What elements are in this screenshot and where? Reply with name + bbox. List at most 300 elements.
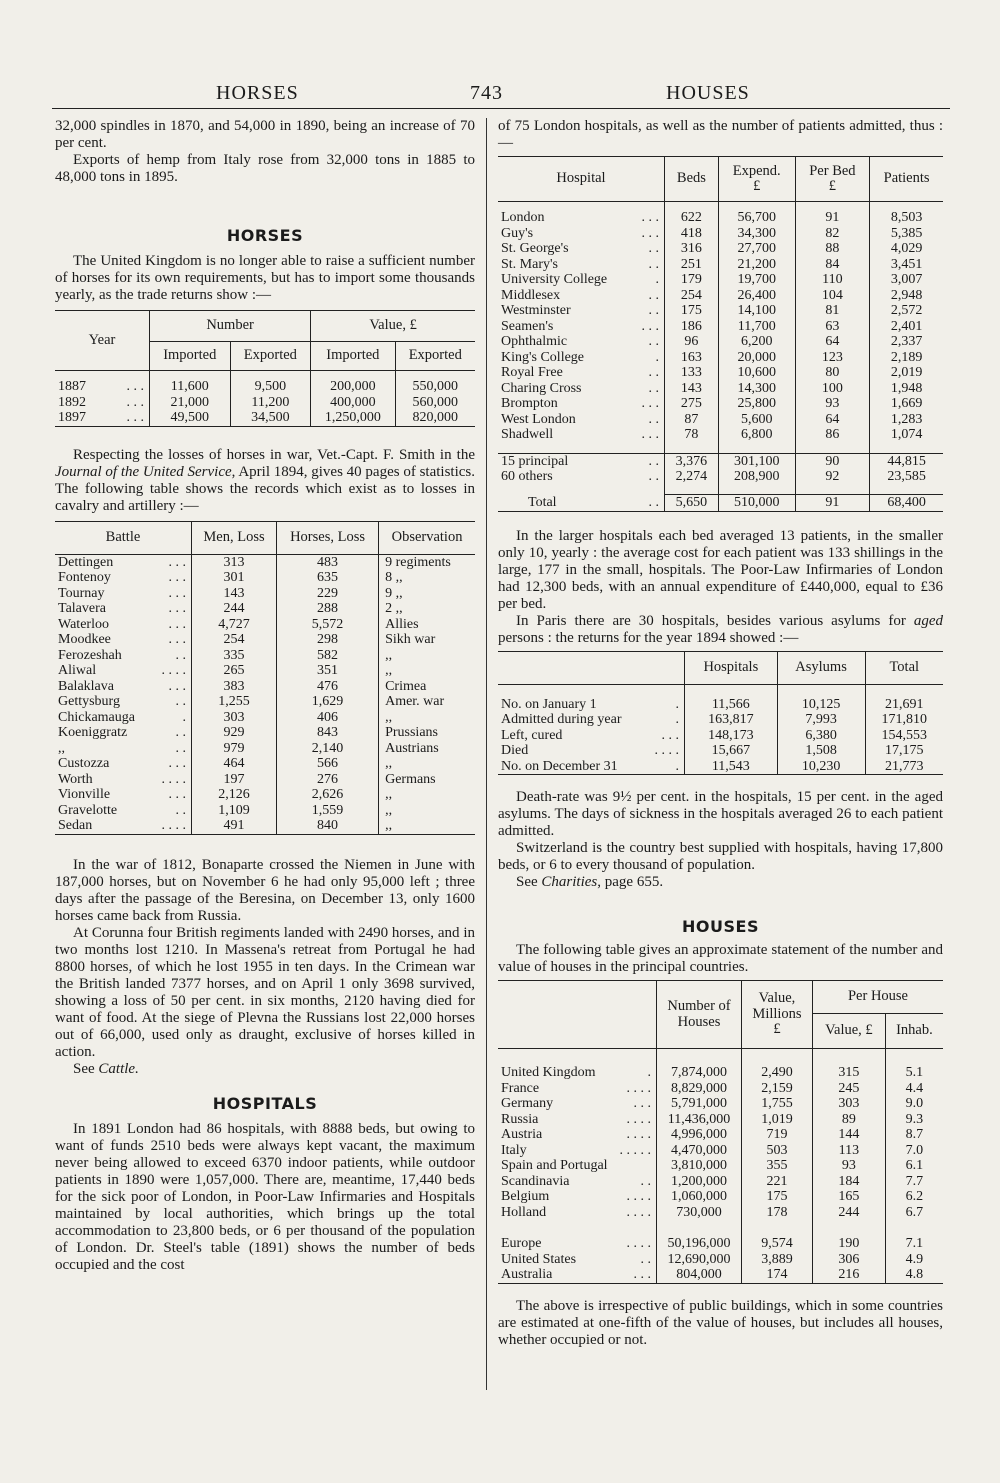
running-head-right: HOUSES [666,82,750,104]
battle-losses-table [55,521,475,839]
cell-pvalue: 165 [813,1189,886,1205]
houses-table [498,980,943,1290]
row-label: Shadwell [501,427,554,442]
dot-leader: . . . . [626,1111,651,1127]
row-label: Austria [501,1127,543,1142]
cell-obs: ,, [379,663,475,679]
cell-perbed: 91 [795,210,870,226]
cell-inhab: 7.7 [885,1174,943,1190]
cell-inhab: 7.0 [885,1143,943,1159]
table-row [55,617,475,633]
row-label: United States [501,1251,577,1267]
table-row [55,694,475,710]
cell-number: 730,000 [657,1205,742,1221]
dot-leader: . [655,349,659,365]
dot-leader: . . . [126,379,144,394]
cell-patients: 2,019 [870,365,943,381]
houses-paragraph: The following table gives an approximate statement of the number and value of houses in the principal countries. [498,942,943,975]
dot-leader: . . . [168,632,186,647]
dot-leader: . . . . [161,663,186,678]
cell-perbed: 81 [795,303,870,319]
table-row [498,759,943,775]
cell-horses: 288 [277,601,379,617]
row-label: 60 others [501,469,553,484]
cell-num-exported: 11,200 [230,395,311,411]
cell-obs: Prussians [379,725,475,741]
col-blank [498,651,685,684]
cell-patients: 2,948 [870,288,943,304]
row-label: West London [501,411,576,427]
cell-value: 3,889 [742,1252,813,1268]
cell-expend: 27,700 [718,241,795,257]
cell-expend: 20,000 [718,350,795,366]
row-label: Aliwal [58,663,97,678]
cell-expend: 5,600 [718,412,795,428]
cell-obs: ,, [379,787,475,803]
dot-leader: . . [175,802,186,818]
cell-beds: 254 [665,288,719,304]
cell-pvalue: 184 [813,1174,886,1190]
dot-leader: . . . . . [619,1142,651,1158]
table-row [498,427,943,443]
table-row [498,1174,943,1190]
table-row [55,710,475,726]
table-row [55,586,475,602]
col-beds: Beds [665,157,719,202]
table-row [498,1252,943,1268]
table-row [55,803,475,819]
row-label: Talavera [58,601,106,616]
cell-obs: ,, [379,710,475,726]
cell-beds: 622 [665,210,719,226]
cell-perbed: 64 [795,334,870,350]
cell-total: 21,773 [865,759,943,775]
row-year: 1892 [58,394,86,410]
switzerland-paragraph: Switzerland is the country best supplied with hospitals, having 17,800 beds, or 6 to every thousand of population. [498,840,943,873]
row-label: Tournay [58,585,105,601]
row-label: Guy's [501,225,534,241]
col-patients: Patients [870,157,943,202]
table-row [498,697,943,713]
larger-hospitals-paragraph: In the larger hospitals each bed averaged 13 patients, in the smaller only 10, yearly : the average cost for each patient was 133 shillings in the large, 177 in the small, hospitals. The Poor-Law Infirmaries of London had 12,300 beds, with an annual expenditure of £440,000, equal to £36 per bed. [498,527,943,612]
cell-patients: 1,074 [870,427,943,443]
cell-inhab: 4.8 [885,1267,943,1283]
cell-num-imported: 21,000 [150,395,231,411]
right-column [498,118,943,1349]
cell-inhab: 8.7 [885,1127,943,1143]
cell-value: 503 [742,1143,813,1159]
cell-men: 1,255 [192,694,277,710]
table-row [498,350,943,366]
text-run: persons : the returns for the year 1894 showed :— [498,629,799,646]
table-row [55,818,475,834]
cell-obs: Crimea [379,679,475,695]
dot-leader: . [675,696,679,712]
table-row [498,1158,943,1174]
cell-men: 929 [192,725,277,741]
col-num-imported: Imported [150,342,231,371]
cell-number: 3,810,000 [657,1158,742,1174]
cell-obs: Allies [379,617,475,633]
cell-beds: 418 [665,226,719,242]
cell-expend: 6,800 [718,427,795,443]
table-row [498,412,943,428]
table-row [498,396,943,412]
cell-obs: 9 ,, [379,586,475,602]
cell-value: 1,019 [742,1112,813,1128]
hospitals-continuation: of 75 London hospitals, as well as the number of patients admitted, thus :— [498,118,943,151]
table-row [55,554,475,570]
cell-expend: 301,100 [718,453,795,469]
col-value-millions [742,981,813,1049]
horse-trade-table [55,310,475,427]
cell-inhab: 5.1 [885,1065,943,1081]
cell-number: 4,470,000 [657,1143,742,1159]
cell-obs: ,, [379,756,475,772]
col-expend [718,157,795,202]
col-value: Value, £ [311,311,475,342]
cell-patients: 3,451 [870,257,943,273]
horses-paragraph-1: The United Kingdom is no longer able to raise a sufficient number of horses for its own requirements, but has to import some thousands yearly, as the trade returns show :— [55,253,475,303]
table-row [55,756,475,772]
col-num-exported: Exported [230,342,311,371]
dot-leader: . . [648,453,659,469]
col-country [498,981,657,1049]
dot-leader: . . . [168,787,186,802]
cell-number: 4,996,000 [657,1127,742,1143]
dot-leader: . . . [126,394,144,410]
row-label: Koeniggratz [58,725,128,740]
row-label: Gettysburg [58,694,120,709]
cell-beds: 2,274 [665,469,719,485]
table-row [55,772,475,788]
dot-leader: . . [648,241,659,256]
cell-pvalue: 244 [813,1205,886,1221]
cell-num-imported: 49,500 [150,410,231,426]
row-label: Fontenoy [58,570,111,585]
cell-total: 171,810 [865,712,943,728]
cell-expend: 208,900 [718,469,795,485]
table-row [498,453,943,469]
row-label: Moodkee [58,632,111,647]
cell-number: 7,874,000 [657,1065,742,1081]
dot-leader: . . . [168,601,186,616]
dot-leader: . . [640,1173,651,1189]
table-row [498,226,943,242]
cell-value: 9,574 [742,1236,813,1252]
dot-leader: . [182,709,186,725]
cell-number: 804,000 [657,1267,742,1283]
cell-value: 174 [742,1267,813,1283]
table-row [55,379,475,395]
row-label: 15 principal [501,453,569,469]
cell-pvalue: 245 [813,1081,886,1097]
cell-perbed: 90 [795,453,870,469]
cell-horses: 406 [277,710,379,726]
cell-obs: Austrians [379,741,475,757]
table-row [498,469,943,485]
cell-men: 2,126 [192,787,277,803]
dot-leader: . [675,758,679,774]
cell-num-imported: 11,600 [150,379,231,395]
row-label: St. George's [501,241,569,256]
table-row [498,743,943,759]
cell-pvalue: 93 [813,1158,886,1174]
cell-number: 11,436,000 [657,1112,742,1128]
text-run: Respecting the losses of horses in war, Vet.-Capt. F. Smith in the [73,446,475,463]
col-observation: Observation [379,521,475,554]
table-row [498,1205,943,1221]
table-row [498,257,943,273]
dot-leader: . . . [641,225,659,241]
dot-leader: . . . [641,396,659,411]
row-label: Ophthalmic [501,334,568,349]
journal-title: Journal of the United Service [55,463,232,480]
dot-leader: . . . [168,678,186,694]
cell-men: 383 [192,679,277,695]
cell-expend: 14,100 [718,303,795,319]
table-row [498,1236,943,1252]
table-row [498,1096,943,1112]
row-label: Brompton [501,396,558,411]
dot-leader: . . [640,1251,651,1267]
table-row [498,1189,943,1205]
cell-total: 154,553 [865,728,943,744]
dot-leader: . . [648,287,659,303]
table-row [55,395,475,411]
cell-val-exported: 560,000 [395,395,475,411]
cell-value: 221 [742,1174,813,1190]
table-row [498,1112,943,1128]
page-number: 743 [470,82,503,104]
dot-leader: . . . [168,616,186,632]
row-label: Custozza [58,756,110,771]
cell-obs: ,, [379,648,475,664]
table-row [55,410,475,426]
row-label: Middlesex [501,287,561,303]
row-label: No. on January 1 [501,696,597,712]
dot-leader: . . [648,365,659,380]
dot-leader: . . . [126,410,144,425]
col-number: Number [150,311,311,342]
cell-patients: 1,669 [870,396,943,412]
dot-leader: . . [648,380,659,396]
cell-hospitals: 11,543 [685,759,778,775]
cell-val-exported: 820,000 [395,410,475,426]
row-label: Admitted during year [501,712,622,727]
cell-obs: Germans [379,772,475,788]
cell-perbed: 123 [795,350,870,366]
col-per-bed [795,157,870,202]
cell-horses: 2,140 [277,741,379,757]
cell-beds: 275 [665,396,719,412]
death-rate-paragraph: Death-rate was 9½ per cent. in the hospitals, 15 per cent. in the aged asylums. The days of sickness in the hospitals averaged 26 to each patient admitted. [498,789,943,839]
dot-leader: . . . [661,727,679,743]
horses-heading: HORSES [226,226,304,245]
cell-inhab: 4.9 [885,1252,943,1268]
row-label: ,, [58,740,65,756]
table-row [55,741,475,757]
table-row [55,725,475,741]
cell-pvalue: 303 [813,1096,886,1112]
cell-patients: 1,283 [870,412,943,428]
cell-number: 8,829,000 [657,1081,742,1097]
dot-leader: . . . . [626,1204,651,1220]
cell-asylums: 10,125 [777,697,865,713]
cross-reference-link[interactable]: Charities [541,874,598,890]
row-label: Australia [501,1267,553,1282]
cell-horses: 476 [277,679,379,695]
row-label: Italy [501,1142,527,1158]
cell-expend: 11,700 [718,319,795,335]
cell-obs: Sikh war [379,632,475,648]
cell-expend: 34,300 [718,226,795,242]
row-label: Ferozeshah [58,647,122,663]
cell-obs: 2 ,, [379,601,475,617]
col-hospitals: Hospitals [685,651,778,684]
cell-expend: 26,400 [718,288,795,304]
cell-patients: 8,503 [870,210,943,226]
cell-pvalue: 315 [813,1065,886,1081]
text-run: , April 1894, gives 40 pages of statistics. The following table shows the records which exist as to losses in cavalry and artillery :— [55,463,475,514]
dot-leader: . . [175,647,186,663]
cell-beds: 251 [665,257,719,273]
table-row [498,1127,943,1143]
table-row [498,728,943,744]
pound-unit: £ [773,1021,781,1038]
dot-leader: . . . [168,756,186,771]
col-val-exported: Exported [395,342,475,371]
cell-men: 491 [192,818,277,834]
dot-leader: . [647,1065,651,1080]
hospitals-heading: HOSPITALS [212,1093,318,1113]
cell-patients: 5,385 [870,226,943,242]
row-label: United Kingdom [501,1065,596,1080]
cell-perbed: 64 [795,412,870,428]
text-run: See [73,1060,99,1077]
cell-pvalue: 89 [813,1112,886,1128]
cell-men: 313 [192,554,277,570]
row-label: No. on December 31 [501,758,618,774]
col-asylums: Asylums [777,651,865,684]
col-value-label: Value, Millions [752,990,802,1022]
cell-expend: 56,700 [718,210,795,226]
cell-hospitals: 15,667 [685,743,778,759]
horses-paragraph-2 [55,447,475,515]
cell-pvalue: 144 [813,1127,886,1143]
row-label: Sedan [58,818,93,833]
cell-expend: 19,700 [718,272,795,288]
cell-horses: 840 [277,818,379,834]
table-row [498,1267,943,1283]
col-battle: Battle [55,521,192,554]
table-row [55,663,475,679]
column-divider [486,118,487,1390]
table-row [498,1065,943,1081]
row-year: 1887 [58,379,86,394]
houses-final-paragraph: The above is irrespective of public buildings, which in some countries are estimated at one-fifth of the value of houses, but includes all houses, whether occupied or not. [498,1297,943,1348]
cell-pvalue: 190 [813,1236,886,1252]
dot-leader: . . [648,256,659,272]
cell-perbed: 93 [795,396,870,412]
dot-leader: . . [175,725,186,740]
cell-patients: 44,815 [870,453,943,469]
cell-patients: 2,337 [870,334,943,350]
cell-expend: 510,000 [718,495,795,512]
row-label: Waterloo [58,616,109,632]
row-label: Worth [58,771,93,787]
row-label: Total [528,494,557,510]
london-hospitals-table [498,156,943,520]
cell-men: 1,109 [192,803,277,819]
dot-leader: . . . [168,570,186,585]
cell-beds: 96 [665,334,719,350]
table-row [498,712,943,728]
cell-beds: 316 [665,241,719,257]
table-row [498,381,943,397]
cell-perbed: 88 [795,241,870,257]
cell-value: 1,755 [742,1096,813,1112]
table-row [55,679,475,695]
cell-patients: 68,400 [870,495,943,512]
cell-inhab: 6.1 [885,1158,943,1174]
cell-men: 265 [192,663,277,679]
table-row [55,601,475,617]
cell-asylums: 10,230 [777,759,865,775]
cell-beds: 175 [665,303,719,319]
col-per-house-value: Value, £ [813,1014,886,1049]
cell-perbed: 104 [795,288,870,304]
cell-asylums: 6,380 [777,728,865,744]
cell-men: 303 [192,710,277,726]
dot-leader: . . . . [654,743,679,758]
cell-value: 355 [742,1158,813,1174]
row-label: London [501,210,545,225]
pound-unit: £ [828,178,837,194]
cell-hospitals: 163,817 [685,712,778,728]
cell-num-exported: 34,500 [230,410,311,426]
dot-leader: . . . . [626,1080,651,1096]
pound-unit: £ [753,178,761,194]
row-label: St. Mary's [501,256,558,272]
cell-beds: 143 [665,381,719,397]
cross-reference-link[interactable]: Cattle. [98,1060,139,1077]
row-label: University College [501,272,608,287]
cell-total: 21,691 [865,697,943,713]
cell-men: 4,727 [192,617,277,633]
cell-horses: 351 [277,663,379,679]
col-per-house-inhab: Inhab. [885,1014,943,1049]
col-men-loss: Men, Loss [192,521,277,554]
cell-men: 335 [192,648,277,664]
cell-value: 175 [742,1189,813,1205]
cell-horses: 5,572 [277,617,379,633]
text-run: , page 655. [597,874,664,890]
cell-patients: 23,585 [870,469,943,485]
row-label: Dettingen [58,554,114,570]
row-label: Belgium [501,1189,550,1204]
cell-number: 50,196,000 [657,1236,742,1252]
cell-patients: 4,029 [870,241,943,257]
cell-patients: 2,189 [870,350,943,366]
dot-leader: . . . [641,318,659,334]
cell-perbed: 100 [795,381,870,397]
row-label: Chickamauga [58,709,135,725]
row-label: Died [501,743,529,758]
col-total: Total [865,651,943,684]
text-run: See [516,874,542,890]
cell-men: 301 [192,570,277,586]
